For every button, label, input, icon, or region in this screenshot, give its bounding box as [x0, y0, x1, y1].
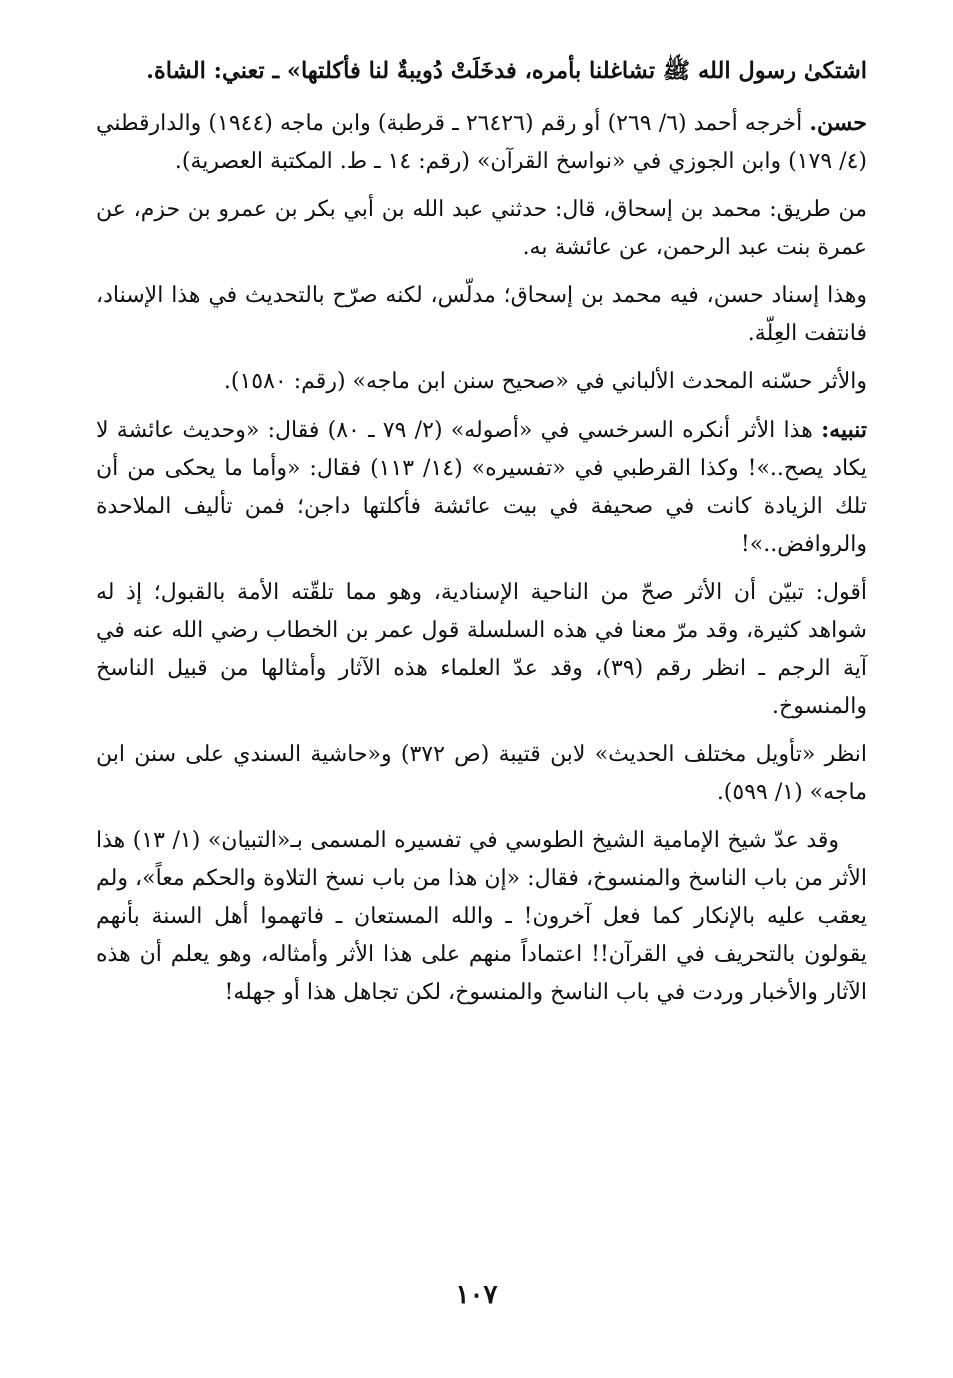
note-label: تنبيه:: [821, 417, 868, 443]
opinion-paragraph: [96, 574, 867, 726]
grading-text: أخرجه أحمد (٦/ ٢٦٩) أو رقم (٢٦٤٢٦ ـ قرطبة) وابن ماجه (١٩٤٤) والدارقطني (٤/ ١٧٩) وابن الجوزي في «نواسخ القرآن» (رقم: ١٤ ـ ط. المكتبة العصرية).: [96, 111, 867, 174]
albani-paragraph: [96, 363, 867, 401]
note-paragraph: [96, 411, 867, 564]
reference-paragraph: [96, 736, 867, 812]
albani-text: والأثر حسّنه المحدث الألباني في «صحيح سنن ابن ماجه» (رقم: ١٥٨٠).: [223, 369, 867, 394]
page-body: [96, 52, 867, 1022]
reference-text: انظر «تأويل مختلف الحديث» لابن قتيبة (ص ٣٧٢) و«حاشية السندي على سنن ابن ماجه» (١/ ٥٩٩).: [96, 742, 868, 805]
isnad-paragraph: [96, 277, 867, 353]
tusi-text: وقد عدّ شيخ الإمامية الشيخ الطوسي في تفسيره المسمى بـ«التبيان» (١/ ١٣) هذا الأثر من باب الناسخ والمنسوخ، فقال: «إن هذا من باب نسخ التلاوة والحكم معاً»، ولم يعقب عليه بالإنكار كما فعل آخرون! ـ والله المستعان ـ فاتهموا أهل السنة بأنهم يقولون بالتحريف في القرآن!! اعتماداً منهم على هذا الأثر وأمثاله، وهو يعلم أن هذه الآثار والأخبار وردت في باب الناسخ والمنسوخ، لكن تجاهل هذا أو جهله!: [96, 828, 867, 1005]
hadith-ending-paragraph: [96, 52, 867, 90]
chain-text: من طريق: محمد بن إسحاق، قال: حدثني عبد الله بن أبي بكر بن عمرو بن حزم، عن عمرة بنت عبد الرحمن، عن عائشة به.: [96, 197, 867, 260]
page-number: ١٠٧: [455, 1280, 498, 1310]
grading-label: حسن.: [809, 110, 867, 136]
tusi-paragraph: [96, 822, 867, 1012]
note-text: هذا الأثر أنكره السرخسي في «أصوله» (٢/ ٧٩ ـ ٨٠) فقال: «وحديث عائشة لا يكاد يصح..»! وكذا القرطبي في «تفسيره» (١٤/ ١١٣) فقال: «وأما ما يحكى من أن تلك الزيادة كانت في صحيفة في بيت عائشة فأكلتها داجن؛ فمن تأليف الملاحدة والروافض..»!: [96, 418, 867, 557]
grading-paragraph: [96, 104, 867, 181]
hadith-ending-text: اشتكىٰ رسول الله ﷺ تشاغلنا بأمره، فدخَلَتْ دُويبةٌ لنا فأكلتها» ـ تعني: الشاة.: [146, 58, 867, 84]
chain-paragraph: [96, 191, 867, 267]
opinion-text: أقول: تبيّن أن الأثر صحّ من الناحية الإسنادية، وهو مما تلقّته الأمة بالقبول؛ إذ له شواهد كثيرة، وقد مرّ معنا في هذه السلسلة قول عمر بن الخطاب رضي الله عنه في آية الرجم ـ انظر رقم (٣٩)، وقد عدّ العلماء هذه الآثار وأمثالها من قبيل الناسخ والمنسوخ.: [96, 580, 867, 719]
isnad-text: وهذا إسناد حسن، فيه محمد بن إسحاق؛ مدلّس، لكنه صرّح بالتحديث في هذا الإسناد، فانتفت العِلّة.: [96, 283, 867, 346]
